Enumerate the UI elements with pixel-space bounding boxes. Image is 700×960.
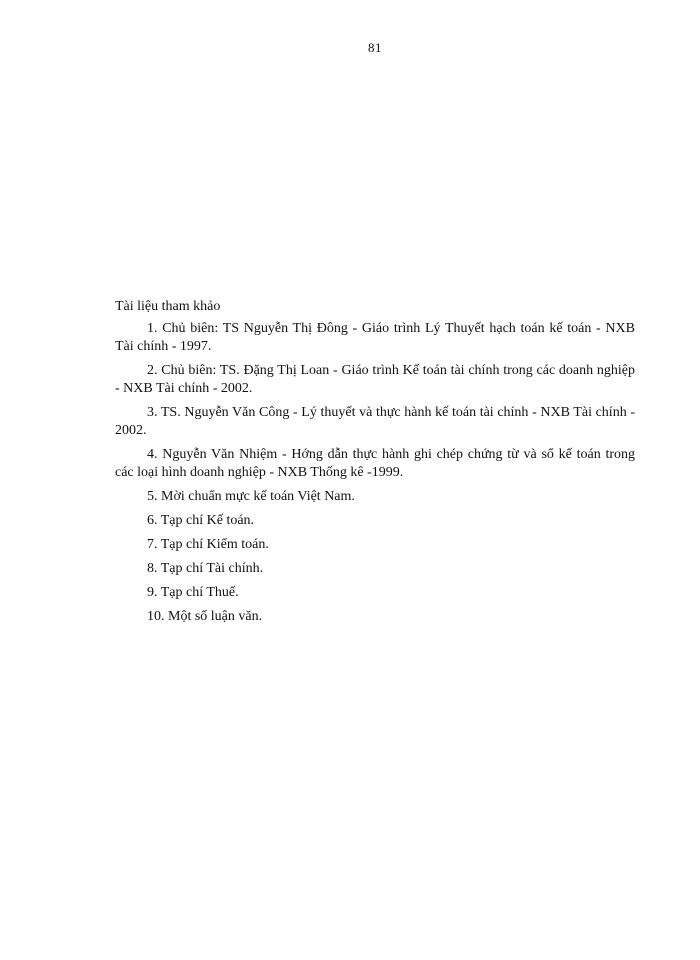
reference-item-10: 10. Một số luận văn. [147, 609, 263, 624]
reference-item-4: 4. Nguyễn Văn Nhiệm - Hớng dẫn thực hành ghi chép chứng từ và sổ kế toán trong các loại hình doanh nghiệp - NXB Thống kê -1999. [115, 447, 635, 480]
reference-item-5: 5. Mời chuẩn mực kế toán Việt Nam. [147, 489, 355, 504]
reference-item-1: 1. Chủ biên: TS Nguyễn Thị Đông - Giáo trình Lý Thuyết hạch toán kế toán - NXB Tài chính - 1997. [115, 321, 635, 354]
reference-item-6: 6. Tạp chí Kế toán. [147, 513, 255, 528]
reference-item-3: 3. TS. Nguyễn Văn Công - Lý thuyết và thực hành kế toán tài chính - NXB Tài chính - 2002. [115, 405, 635, 438]
references-list [115, 320, 635, 626]
references-heading: Tài liệu tham khảo [115, 299, 221, 314]
reference-item-2: 2. Chủ biên: TS. Đặng Thị Loan - Giáo trình Kế toán tài chính trong các doanh nghiệp - NXB Tài chính - 2002. [115, 363, 635, 396]
references-section [115, 298, 635, 632]
reference-item-9: 9. Tạp chí Thuế. [147, 585, 239, 600]
reference-item-7: 7. Tạp chí Kiểm toán. [147, 537, 269, 552]
reference-item-8: 8. Tạp chí Tài chính. [147, 561, 264, 576]
page-number: 81 [368, 40, 382, 55]
